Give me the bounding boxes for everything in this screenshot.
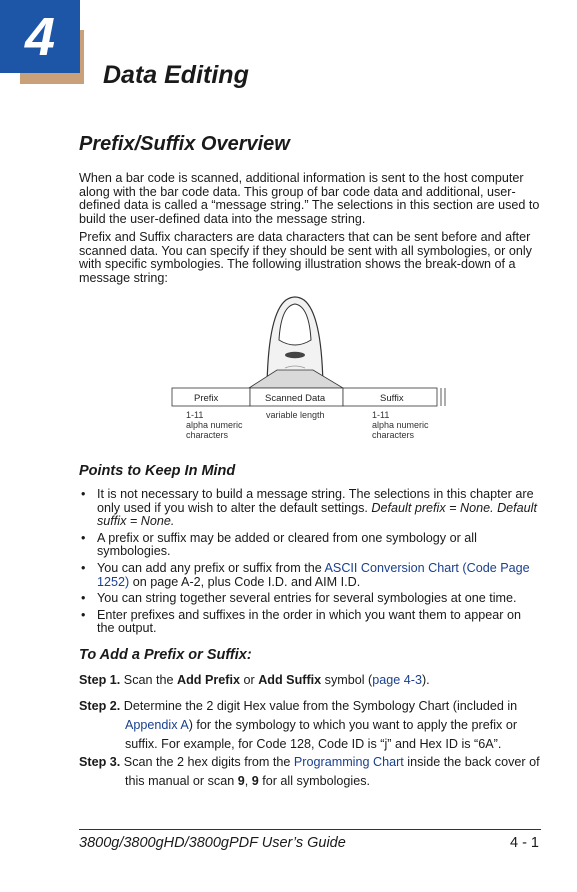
intro-paragraph: When a bar code is scanned, additional information is sent to the host computer along with the bar code data. This group of bar code data and additional, user-defined data is called a “message string.” The selections in this section are used to build the user-defined data into the message string.	[79, 171, 540, 226]
digit-9-b: 9	[251, 774, 259, 788]
point-5-text: Enter prefixes and suffixes in the order in which you want them to appear on the output.	[97, 607, 521, 636]
prefix-suffix-paragraph: Prefix and Suffix characters are data characters that can be sent before and after scanned data. You can specify if they should be sent with all symbologies, or only with specific symbologies. The following illustration shows the break-down of a message string:	[79, 230, 532, 285]
step-1-symbol-text: symbol (	[321, 673, 373, 687]
point-2-text: A prefix or suffix may be added or cleared from one symbology or all symbologies.	[97, 530, 477, 559]
bullet-icon: •	[81, 487, 86, 501]
prefix-note-3: characters	[186, 430, 229, 440]
chapter-tab	[0, 0, 84, 84]
point-4-text: You can string together several entries for several symbologies at one time.	[97, 591, 517, 606]
step-2-text: Determine the 2 digit Hex value from the Symbology Chart (included in	[120, 699, 518, 713]
point-1-defaults: Default prefix = None. Default suffix = None.	[97, 500, 537, 529]
programming-chart-link[interactable]: Programming Chart	[293, 755, 404, 769]
step-3-text: Scan the 2 hex digits from the	[120, 755, 294, 769]
step-1	[79, 671, 541, 690]
points-list	[79, 488, 541, 639]
ascii-chart-link[interactable]: ASCII Conversion Chart (Code Page 1252)	[97, 560, 530, 589]
points-heading: Points to Keep In Mind	[79, 463, 236, 479]
list-item	[79, 532, 541, 559]
bullet-icon: •	[81, 607, 86, 622]
section-title: Prefix/Suffix Overview	[79, 133, 290, 155]
point-1-text: It is not necessary to build a message string. The selections in this chapter are only used if you wish to alter the default settings.	[97, 487, 534, 515]
list-item	[79, 562, 541, 589]
point-3-text-post: on page A-2, plus Code I.D. and AIM I.D.	[129, 574, 361, 589]
suffix-note-1: 1-11	[372, 410, 390, 420]
add-prefix-suffix-heading: To Add a Prefix or Suffix:	[79, 647, 252, 663]
digit-9-a: 9	[237, 774, 245, 788]
bullet-icon: •	[81, 560, 86, 575]
step-3-label: Step 3.	[79, 755, 121, 769]
step-3-text-post: for all symbologies.	[258, 774, 371, 788]
point-3-text-pre: You can add any prefix or suffix from the	[97, 560, 325, 575]
prefix-note-1: 1-11	[186, 410, 204, 420]
page-4-3-link[interactable]: page 4-3	[372, 673, 422, 687]
step-1-end: ).	[421, 673, 430, 687]
footer-divider	[79, 829, 541, 830]
data-note: variable length	[266, 410, 325, 420]
suffix-note-3: characters	[372, 430, 415, 440]
bullet-icon: •	[81, 591, 86, 606]
prefix-label: Prefix	[194, 393, 219, 404]
step-3	[79, 753, 541, 791]
step-1-or: or	[240, 673, 259, 687]
list-item	[79, 488, 541, 529]
step-3-comma: ,	[244, 774, 252, 788]
list-item	[79, 592, 541, 606]
list-item	[79, 609, 541, 636]
bullet-icon: •	[81, 530, 86, 545]
chapter-number: 4	[24, 7, 56, 67]
appendix-a-link[interactable]: Appendix A	[125, 718, 189, 732]
scanned-data-label: Scanned Data	[265, 393, 326, 404]
step-1-text: Scan the	[120, 673, 178, 687]
add-prefix-term: Add Prefix	[177, 673, 240, 687]
suffix-label: Suffix	[380, 393, 404, 404]
message-string-diagram	[171, 292, 447, 444]
step-1-label: Step 1.	[79, 673, 121, 687]
chapter-title: Data Editing	[103, 61, 249, 89]
step-2-text-post: ) for the symbology to which you want to apply the prefix or suffix. For example, for Code 128, Code ID is “j” and Hex ID is “6A”.	[125, 718, 518, 751]
suffix-note-2: alpha numeric	[372, 420, 429, 430]
prefix-note-2: alpha numeric	[186, 420, 243, 430]
step-2-label: Step 2.	[79, 699, 121, 713]
footer-guide-title: 3800g/3800gHD/3800gPDF User’s Guide	[79, 835, 346, 851]
footer-page-number: 4 - 1	[509, 835, 539, 851]
step-3-text-mid: inside the back cover of this manual or scan	[125, 755, 540, 788]
add-suffix-term: Add Suffix	[258, 673, 322, 687]
step-2	[79, 697, 541, 754]
scan-beam	[249, 370, 343, 388]
